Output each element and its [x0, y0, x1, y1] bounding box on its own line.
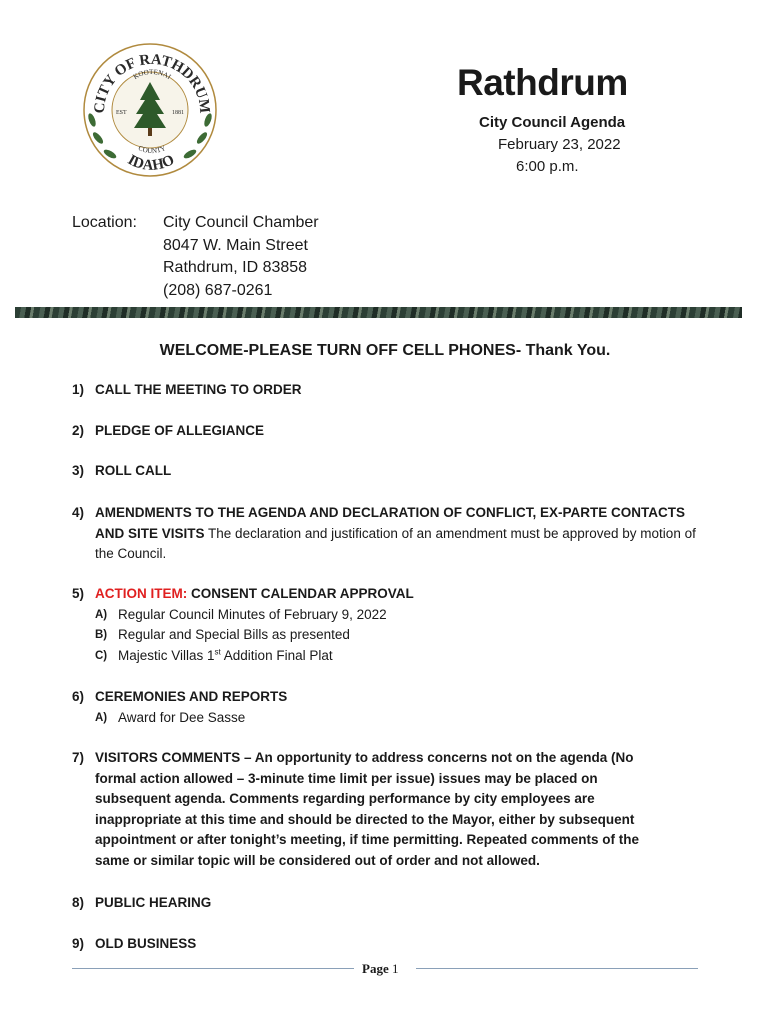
- agenda-item: [72, 503, 702, 565]
- item-title: PLEDGE OF ALLEGIANCE: [95, 423, 265, 438]
- action-item-tag: ACTION ITEM:: [95, 586, 188, 601]
- location-line: Rathdrum, ID 83858: [163, 259, 308, 276]
- item-number: 4): [72, 505, 85, 520]
- item-number: 1): [72, 382, 85, 397]
- agenda-item: [72, 748, 672, 871]
- sub-item: [95, 646, 702, 667]
- item-number: 7): [72, 750, 85, 765]
- seal-outer-text: CITY OF RATHDRUM: [91, 51, 213, 115]
- agenda-item: [72, 934, 702, 955]
- location-line: City Council Chamber: [163, 214, 319, 231]
- sub-item-text-rest: Addition Final Plat: [220, 647, 333, 663]
- item-number: 9): [72, 936, 85, 951]
- svg-text:IDAHO: [125, 152, 177, 174]
- seal-top-text: KOOTENAI: [131, 67, 173, 81]
- sub-item-text: Award for Dee Sasse: [118, 709, 246, 725]
- item-description: The declaration and justification of an amendment must be approved by motion of the Council.: [95, 525, 696, 561]
- agenda-item: [72, 421, 702, 442]
- page-title: Rathdrum: [457, 62, 628, 103]
- agenda-label: City Council Agenda: [479, 114, 626, 131]
- sub-item: [95, 708, 702, 729]
- sub-item-letter: B): [95, 629, 108, 641]
- ordinal-suffix: st: [214, 647, 221, 656]
- meeting-time: 6:00 p.m.: [516, 158, 579, 175]
- sub-item: [95, 605, 702, 626]
- decorative-band: [15, 307, 742, 318]
- city-seal: [82, 38, 218, 182]
- seal-state-text: IDAHO: [124, 151, 177, 174]
- seal-year: 1881: [172, 110, 184, 116]
- item-title: OLD BUSINESS: [95, 936, 197, 951]
- agenda-item: [72, 584, 702, 666]
- item-title: AMENDMENTS TO THE AGENDA AND DECLARATION OF CONFLICT, EX-PARTE CONTACTS AND SITE VISITS: [95, 505, 685, 541]
- sub-item-text: Majestic Villas 1: [118, 647, 215, 663]
- item-number: 5): [72, 586, 85, 601]
- footer-rule: [72, 968, 354, 969]
- item-title: VISITORS COMMENTS – An opportunity to address concerns not on the agenda (No formal action allowed – 3-minute time limit per issue) issues may be placed on subsequent agenda. Comments regarding performance by city employees are inappropriate at this time and should be directed to the Mayor, either by subsequent appointment or after tonight’s meeting, if time permitting. Repeated comments of the same or similar topic will be considered out of order and not allowed.: [95, 750, 640, 868]
- sub-item: [95, 625, 702, 646]
- item-number: 3): [72, 463, 85, 478]
- agenda-item: [72, 687, 702, 728]
- item-title: PUBLIC HEARING: [95, 895, 212, 910]
- sub-item-text: Regular and Special Bills as presented: [118, 627, 350, 642]
- sub-item-text: Regular Council Minutes of February 9, 2022: [118, 606, 387, 622]
- seal-bottom-text: COUNTY: [137, 144, 167, 156]
- sub-item-letter: A): [95, 608, 108, 621]
- sub-item-letter: A): [95, 711, 108, 724]
- page-number: 1: [391, 961, 399, 976]
- page-word: Page: [362, 961, 389, 976]
- seal-est-label: EST: [116, 110, 127, 116]
- item-number: 2): [72, 423, 85, 438]
- item-number: 8): [72, 895, 85, 910]
- location-line: 8047 W. Main Street: [163, 237, 308, 254]
- item-title: ROLL CALL: [95, 463, 172, 478]
- agenda-item: [72, 893, 702, 914]
- meeting-date: February 23, 2022: [498, 136, 621, 153]
- sub-item-letter: C): [95, 649, 108, 662]
- location-line: (208) 687-0261: [163, 282, 273, 299]
- welcome-banner: WELCOME-PLEASE TURN OFF CELL PHONES- Thank You.: [159, 342, 611, 359]
- item-title: CALL THE MEETING TO ORDER: [95, 382, 302, 397]
- item-title: CEREMONIES AND REPORTS: [95, 689, 288, 704]
- agenda-item: [72, 461, 702, 482]
- agenda-item: [72, 380, 702, 401]
- location-label: Location:: [72, 214, 137, 231]
- item-title: CONSENT CALENDAR APPROVAL: [191, 586, 414, 601]
- footer-rule: [416, 968, 698, 969]
- item-number: 6): [72, 689, 85, 704]
- page-indicator: [362, 961, 398, 977]
